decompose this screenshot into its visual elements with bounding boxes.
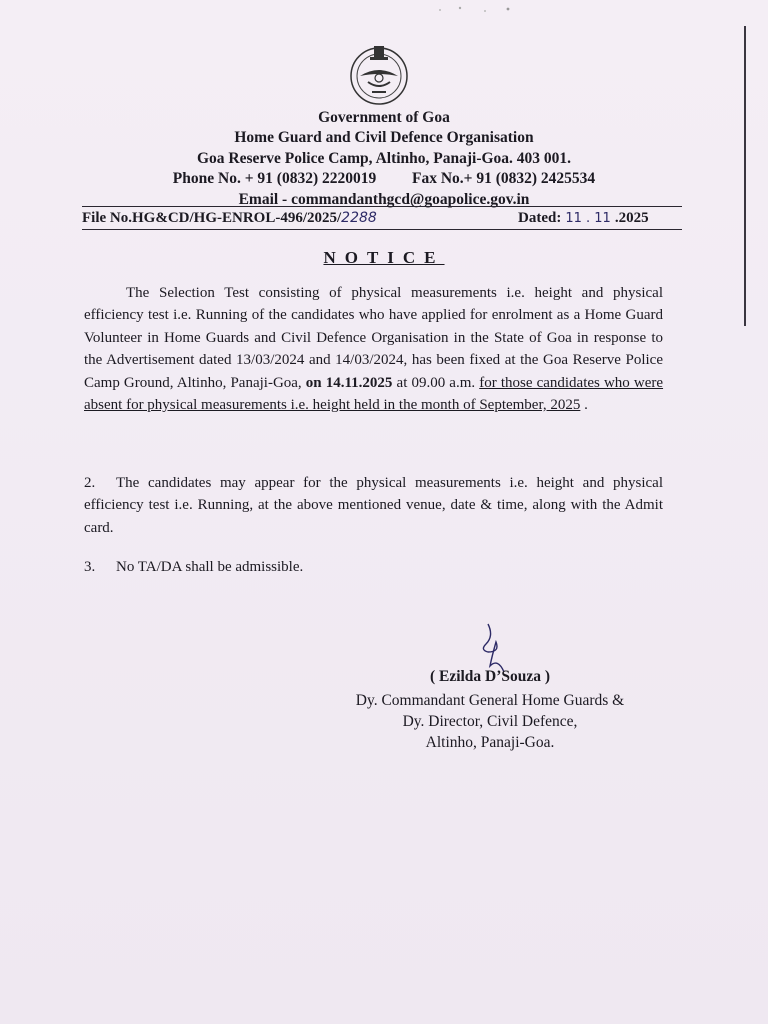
p1-end: . — [584, 397, 588, 414]
scan-specks — [430, 4, 530, 16]
file-number-prefix: File No.HG&CD/HG-ENROL-496/2025/ — [82, 210, 342, 226]
dated-label: Dated: — [518, 210, 562, 226]
letterhead-phone: Phone No. + 91 (0832) 2220019 — [172, 170, 377, 187]
letterhead-fax: Fax No.+ 91 (0832) 2425534 — [411, 170, 596, 187]
p2-text: The candidates may appear for the physical measurements i.e. height and physical efficiency test i.e. Running, at the above mentioned venue, date & time, along with the Admit card. — [84, 475, 663, 536]
file-reference-line — [82, 206, 682, 230]
p1-underlined: for those candidates who were absent for physical measurements i.e. height held in the month of September, 2025 — [84, 374, 664, 414]
letterhead-address: Goa Reserve Police Camp, Altinho, Panaji-Goa. 403 001. — [196, 150, 572, 167]
file-date — [518, 209, 649, 228]
date-handwritten: 11 . 11 — [565, 211, 611, 226]
p1-time: at 09.00 a.m. — [396, 374, 476, 391]
date-suffix: .2025 — [614, 210, 649, 226]
signatory-designation-1: Dy. Commandant General Home Guards & — [355, 692, 625, 709]
p1-date: on 14.11.2025 — [305, 374, 393, 391]
p2-number: 2. — [84, 475, 96, 491]
p1-text: The Selection Test consisting of physical measurements i.e. height and physical efficiency test i.e. Running of the candidates who have applied for enrolment as a Home Guard Volunteer in Home Guards and Civil Defence Organisation in the State of Goa in response to the Advertisement dated 13/03/2024 and 14/03/2024, has been fixed at the Goa Reserve Police Camp Ground, Altinho, Panaji-Goa, — [84, 285, 663, 391]
letterhead-contacts — [0, 169, 768, 189]
signatory-name: ( Ezilda D’Souza ) — [429, 668, 551, 685]
p3-number: 3. — [84, 559, 96, 575]
letterhead-organisation: Home Guard and Civil Defence Organisation — [234, 129, 534, 146]
notice-paragraph-3 — [84, 556, 663, 578]
file-number — [82, 209, 377, 227]
state-emblem-icon — [348, 42, 410, 106]
notice-paragraph-1 — [84, 282, 663, 416]
notice-paragraph-2 — [84, 472, 663, 539]
notice-title: NOTICE — [323, 248, 445, 267]
letterhead-government: Government of Goa — [318, 109, 450, 126]
letterhead-email: Email - commandanthgcd@goapolice.gov.in — [238, 191, 530, 208]
p3-text: No TA/DA shall be admissible. — [116, 559, 304, 575]
signatory-designation-2: Dy. Director, Civil Defence, — [402, 713, 578, 730]
signatory-place: Altinho, Panaji-Goa. — [425, 734, 555, 751]
file-number-handwritten: 2288 — [341, 210, 377, 226]
